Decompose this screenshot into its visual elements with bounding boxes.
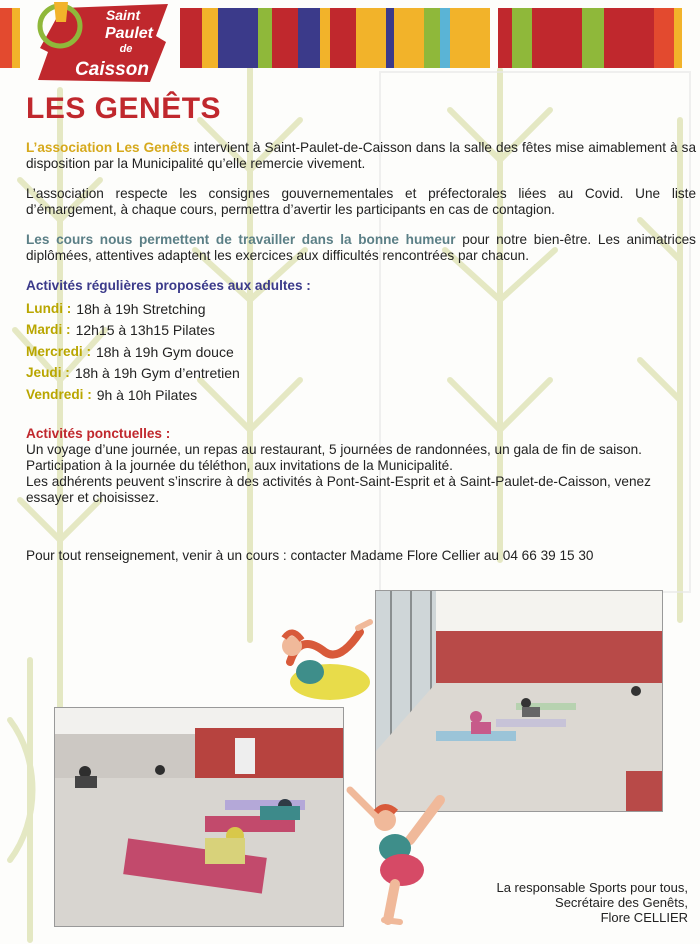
day-schedule: 18h à 19h Gym douce (95, 343, 234, 360)
gym-hall-photo-image (376, 591, 663, 812)
signature-title: Secrétaire des Genêts, (555, 895, 688, 910)
intro-text: intervient à Saint-Paulet-de-Caisson dans la salle des fêtes mise aimablement à sa disposition par la Municipalité qu’elle remercie vivement. (26, 140, 696, 171)
list-item (26, 341, 696, 363)
signature-name: Flore CELLIER (600, 910, 688, 925)
activities-heading: Activités régulières proposées aux adultes : (26, 278, 311, 293)
registration-text: Les adhérents peuvent s’inscrire à des activités à Pont-Saint-Esprit et à Saint-Paulet-de-Caisson, venez essayer et choisissez. (26, 473, 651, 505)
wellbeing-text: pour notre bien-être. Les animatrices diplômées, attentives adaptent les exercices aux difficultés rencontrées par chacun. (26, 232, 696, 263)
page-title: LES GENÊTS (26, 92, 222, 125)
list-item (26, 363, 696, 385)
logo-line-2: Paulet (104, 25, 153, 42)
logo-line-4: Caisson (75, 59, 149, 80)
list-item (26, 298, 696, 320)
occasional-activities-heading: Activités ponctuelles : (26, 425, 171, 441)
gym-hall-photo (54, 707, 344, 927)
list-item (26, 320, 696, 342)
article-body (26, 140, 696, 506)
occasional-activities-text: Un voyage d’une journée, un repas au restaurant, 5 journées de randonnées, un gala de fin de saison. Participation à la journée du téléthon, aux invitations de la Municipalité. (26, 441, 642, 473)
day-label: Lundi : (26, 300, 72, 316)
contact-info: Pour tout renseignement, venir à un cours : contacter Madame Flore Cellier au 04 66 39 15 30 (26, 548, 594, 563)
gym-hall-photo-image (55, 708, 344, 927)
yoga-woman-illustration (340, 780, 460, 930)
logo-line-1: Saint (105, 7, 141, 23)
day-schedule: 12h15 à 13h15 Pilates (75, 322, 215, 339)
day-label: Mardi : (26, 322, 71, 338)
signature-role: La responsable Sports pour tous, (496, 880, 688, 895)
day-schedule: 18h à 19h Stretching (76, 300, 206, 317)
association-name: L’association Les Genêts (26, 140, 190, 155)
intro-paragraph (26, 140, 696, 172)
covid-paragraph: L’association respecte les consignes gouvernementales et préfectorales liées au Covid. Une liste d’émargement, à chaque cours, permettra d’avertir les participants en cas de contagion. (26, 186, 696, 217)
wellbeing-paragraph (26, 232, 696, 264)
day-label: Mercredi : (26, 343, 91, 359)
list-item (26, 384, 696, 406)
day-schedule: 18h à 19h Gym d’entretien (74, 365, 240, 382)
activities-list (26, 298, 696, 406)
logo-line-3: de (119, 43, 133, 55)
signature-block (496, 880, 688, 925)
yoga-woman-illustration (270, 612, 380, 712)
gym-hall-photo (375, 590, 663, 812)
day-label: Vendredi : (26, 386, 92, 402)
day-label: Jeudi : (26, 365, 70, 381)
wellbeing-highlight: Les cours nous permettent de travailler dans la bonne humeur (26, 232, 456, 247)
day-schedule: 9h à 10h Pilates (96, 386, 198, 403)
municipality-logo (22, 0, 172, 84)
